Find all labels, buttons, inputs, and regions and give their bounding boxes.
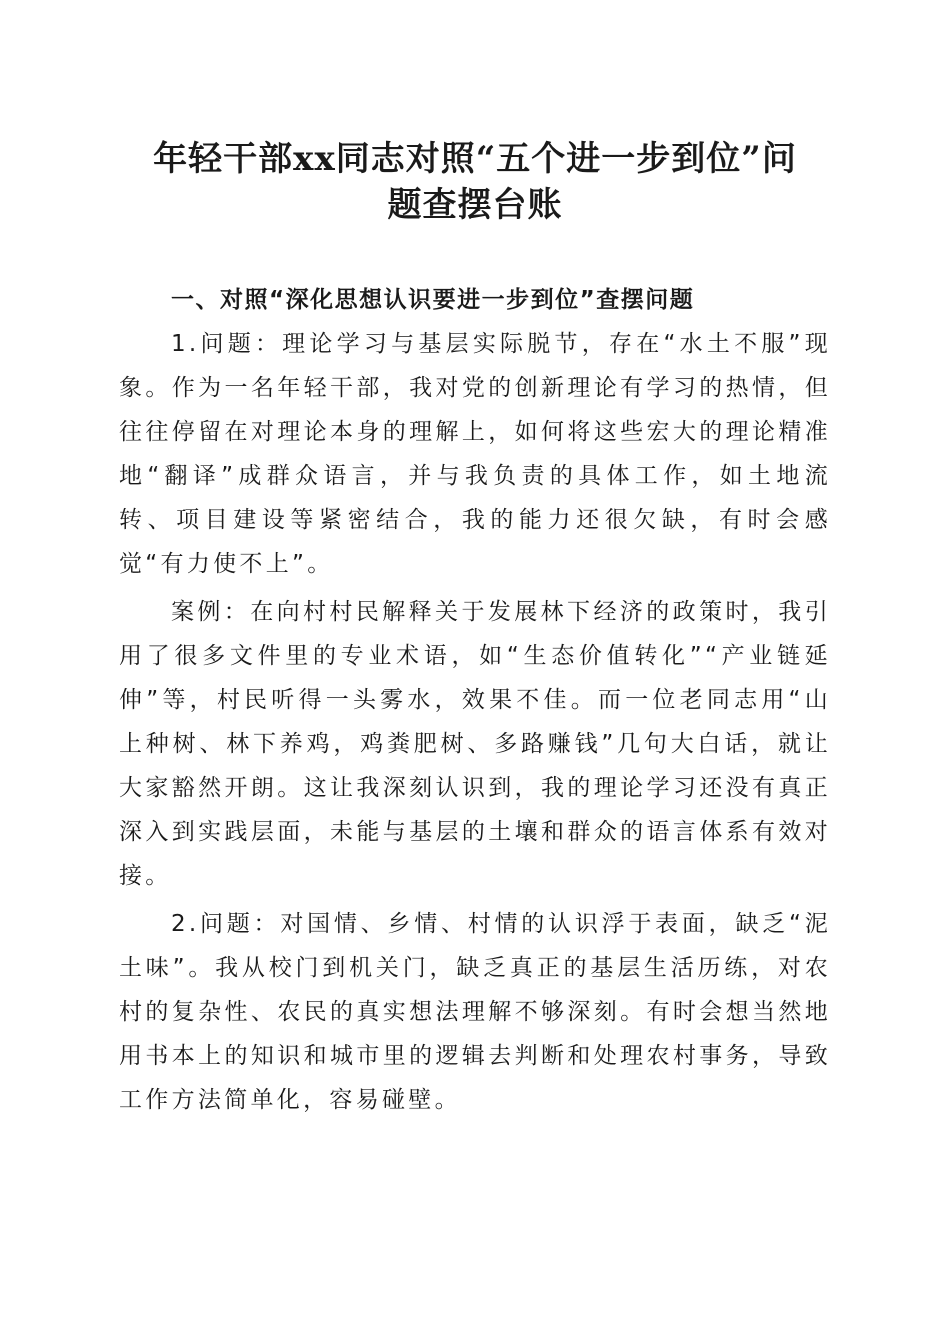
paragraph-case: 案例：在向村村民解释关于发展林下经济的政策时，我引用了很多文件里的专业术语，如“生态价值转化”“产业链延伸”等，村民听得一头雾水，效果不佳。而一位老同志用“山上种树、林下养鸡，鸡粪肥树、多路赚钱”几句大白话，就让大家豁然开朗。这让我深刻认识到，我的理论学习还没有真正深入到实践层面，未能与基层的土壤和群众的语言体系有效对接。 (119, 599, 831, 889)
document-title-line-2: 题查摆台账 (387, 185, 563, 225)
document-body (119, 278, 831, 1126)
paragraph-problem-1: 1.问题：理论学习与基层实际脱节，存在“水土不服”现象。作为一名年轻干部，我对党的创新理论有学习的热情，但往往停留在对理论本身的理解上，如何将这些宏大的理论精准地“翻译”成群众语言，并与我负责的具体工作，如土地流转、项目建设等紧密结合，我的能力还很欠缺，有时会感觉“有力使不上”。 (119, 331, 831, 577)
paragraph-problem-2: 2.问题：对国情、乡情、村情的认识浮于表面，缺乏“泥土味”。我从校门到机关门，缺乏真正的基层生活历练，对农村的复杂性、农民的真实想法理解不够深刻。有时会想当然地用书本上的知识和城市里的逻辑去判断和处理农村事务，导致工作方法简单化，容易碰壁。 (119, 911, 831, 1113)
document-title-line-1: 年轻干部xx同志对照“五个进一步到位”问 (153, 139, 797, 179)
document-title (100, 136, 850, 228)
section-heading: 一、对照“深化思想认识要进一步到位”查摆问题 (171, 287, 695, 313)
